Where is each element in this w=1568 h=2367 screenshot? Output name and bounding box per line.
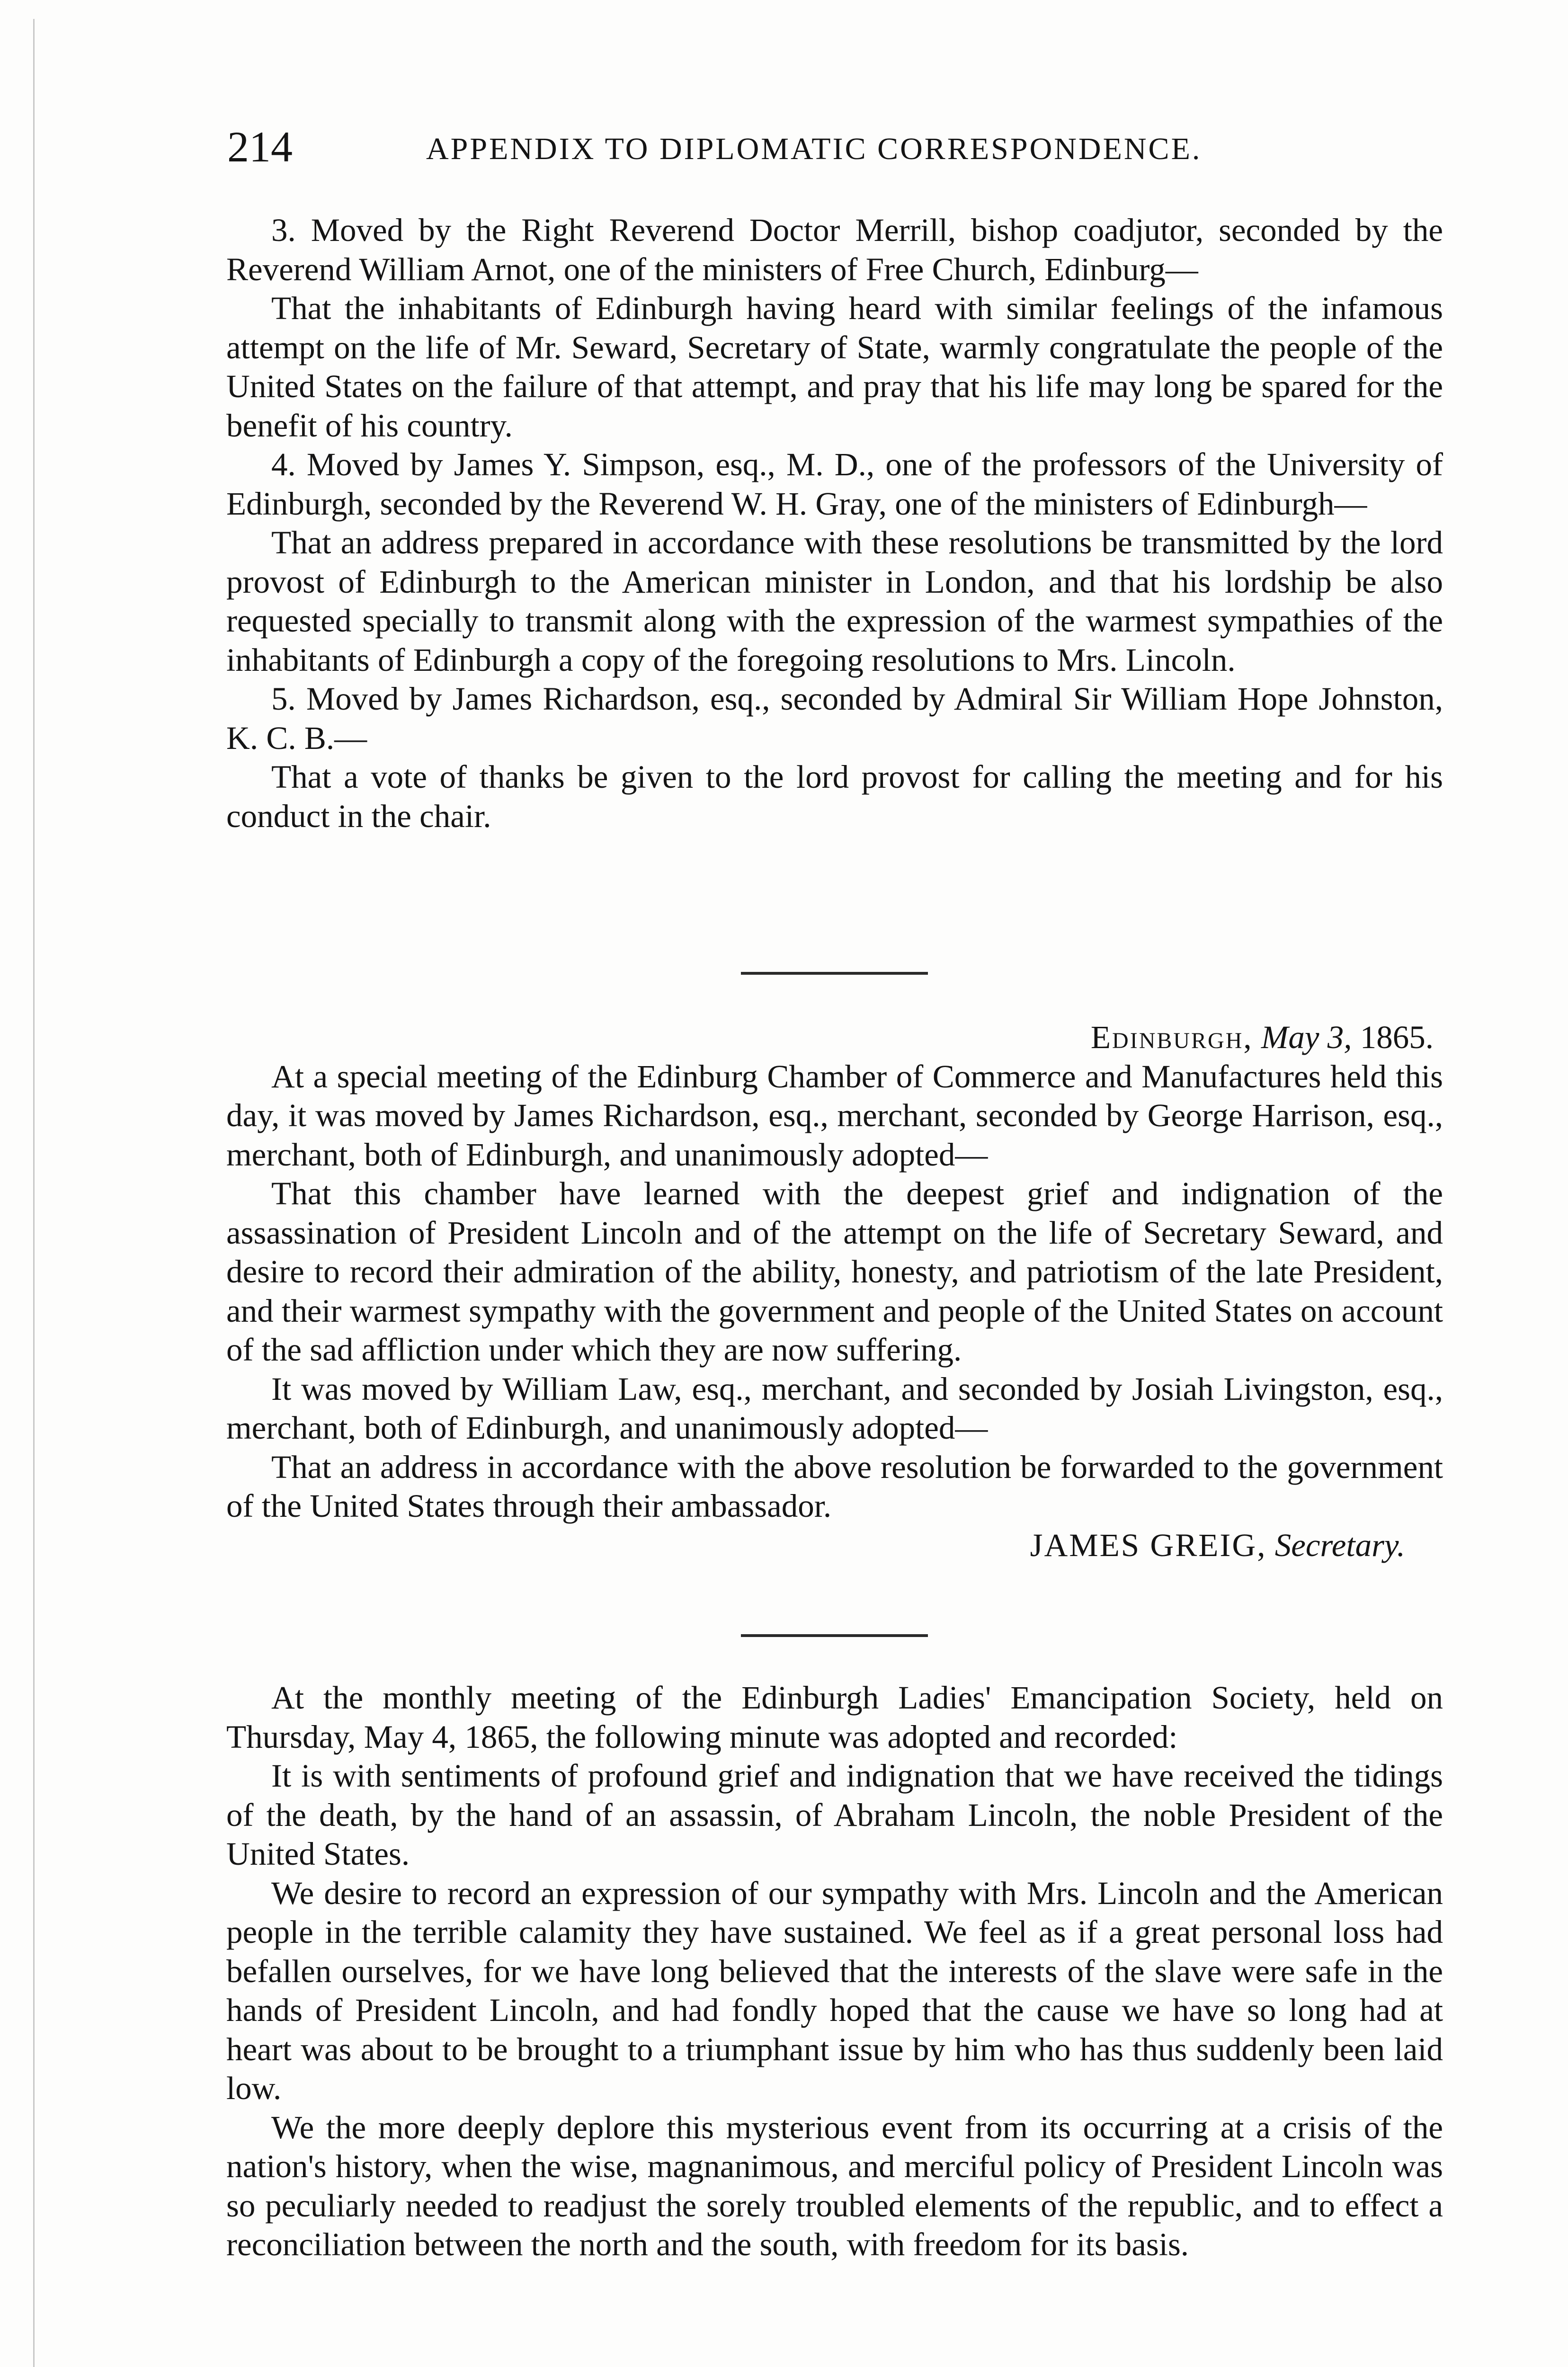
dateline-date: May 3,: [1261, 1019, 1352, 1055]
signature-name: JAMES GREIG,: [1030, 1527, 1267, 1563]
resolution-3-text: That the inhabitants of Edinburgh having heard with similar feelings of the infamous attempt on the life of Mr. Seward, Secretary of State, warmly congratulate the people of the United States on the failure of that attempt, and pray that his life may long be spared for the benefit of his country.: [226, 290, 1443, 444]
chamber-second-motion: It was moved by William Law, esq., merchant, and seconded by Josiah Livingston, esq., merchant, both of Edinburgh, and unanimously adopted—: [226, 1370, 1443, 1446]
running-head: APPENDIX TO DIPLOMATIC CORRESPONDENCE.: [426, 132, 1202, 166]
dateline-place: Edinburgh,: [1090, 1019, 1253, 1055]
chamber-meeting-motion: At a special meeting of the Edinburg Chamber of Commerce and Manufactures held this day, it was moved by James Richardson, esq., merchant, seconded by George Harrison, esq., merchant, both of Edinburgh, and unanimously adopted—: [226, 1058, 1443, 1173]
section-divider: [741, 1634, 928, 1637]
society-minute-grief: It is with sentiments of profound grief and indignation that we have received the tidings of the death, by the hand of an assassin, of Abraham Lincoln, the noble President of the United States.: [226, 1758, 1443, 1872]
dateline: [226, 1018, 1443, 1057]
chamber-of-commerce-section: [226, 1018, 1443, 1565]
page-header: [227, 121, 1439, 173]
resolution-4-motion: 4. Moved by James Y. Simpson, esq., M. D., one of the professors of the University of Edinburgh, seconded by the Reverend W. H. Gray, one of the ministers of Edinburgh—: [226, 446, 1443, 522]
page-edge-line: [33, 19, 35, 2367]
resolution-3-motion: 3. Moved by the Right Reverend Doctor Merrill, bishop coadjutor, seconded by the Reverend William Arnot, one of the ministers of Free Church, Edinburg—: [226, 212, 1443, 287]
signature: [226, 1526, 1443, 1565]
signature-title: Secretary.: [1274, 1527, 1405, 1563]
resolution-5-motion: 5. Moved by James Richardson, esq., seconded by Admiral Sir William Hope Johnston, K. C. B.—: [226, 681, 1443, 756]
section-divider: [741, 972, 928, 975]
society-minute-sympathy: We desire to record an expression of our sympathy with Mrs. Lincoln and the American people in the terrible calamity they have sustained. We feel as if a great personal loss had befallen ourselves, for we have long believed that the interests of the slave were safe in the hands of President Lincoln, and had fondly hoped that the cause we have so long had at heart was about to be brought to a triumphant issue by him who has thus suddenly been laid low.: [226, 1875, 1443, 2106]
page-number: 214: [227, 123, 293, 171]
chamber-resolution-text: That this chamber have learned with the deepest grief and indignation of the assassination of President Lincoln and of the attempt on the life of Secretary Seward, and desire to record their admiration of the ability, honesty, and patriotism of the late President, and their warmest sympathy with the government and people of the United States on account of the sad affliction under which they are now suffering.: [226, 1175, 1443, 1368]
society-minute-intro: At the monthly meeting of the Edinburgh Ladies' Emancipation Society, held on Thursday, May 4, 1865, the following minute was adopted and recorded:: [226, 1680, 1443, 1755]
resolution-4-text: That an address prepared in accordance with these resolutions be transmitted by the lord provost of Edinburgh to the American minister in London, and that his lordship be also requested specially to transmit along with the expression of the warmest sympathies of the inhabitants of Edinburgh a copy of the foregoing resolutions to Mrs. Lincoln.: [226, 525, 1443, 678]
ladies-emancipation-society-section: [226, 1678, 1443, 2264]
dateline-year: 1865.: [1360, 1019, 1434, 1055]
chamber-address-resolution: That an address in accordance with the above resolution be forwarded to the government of the United States through their ambassador.: [226, 1449, 1443, 1524]
edinburgh-resolutions-section: [226, 211, 1443, 836]
resolution-5-text: That a vote of thanks be given to the lord provost for calling the meeting and for his conduct in the chair.: [226, 759, 1443, 834]
society-minute-deplore: We the more deeply deplore this mysterious event from its occurring at a crisis of the nation's history, when the wise, magnanimous, and merciful policy of President Lincoln was so peculiarly needed to readjust the sorely troubled elements of the republic, and to effect a reconciliation between the north and the south, with freedom for its basis.: [226, 2109, 1443, 2262]
